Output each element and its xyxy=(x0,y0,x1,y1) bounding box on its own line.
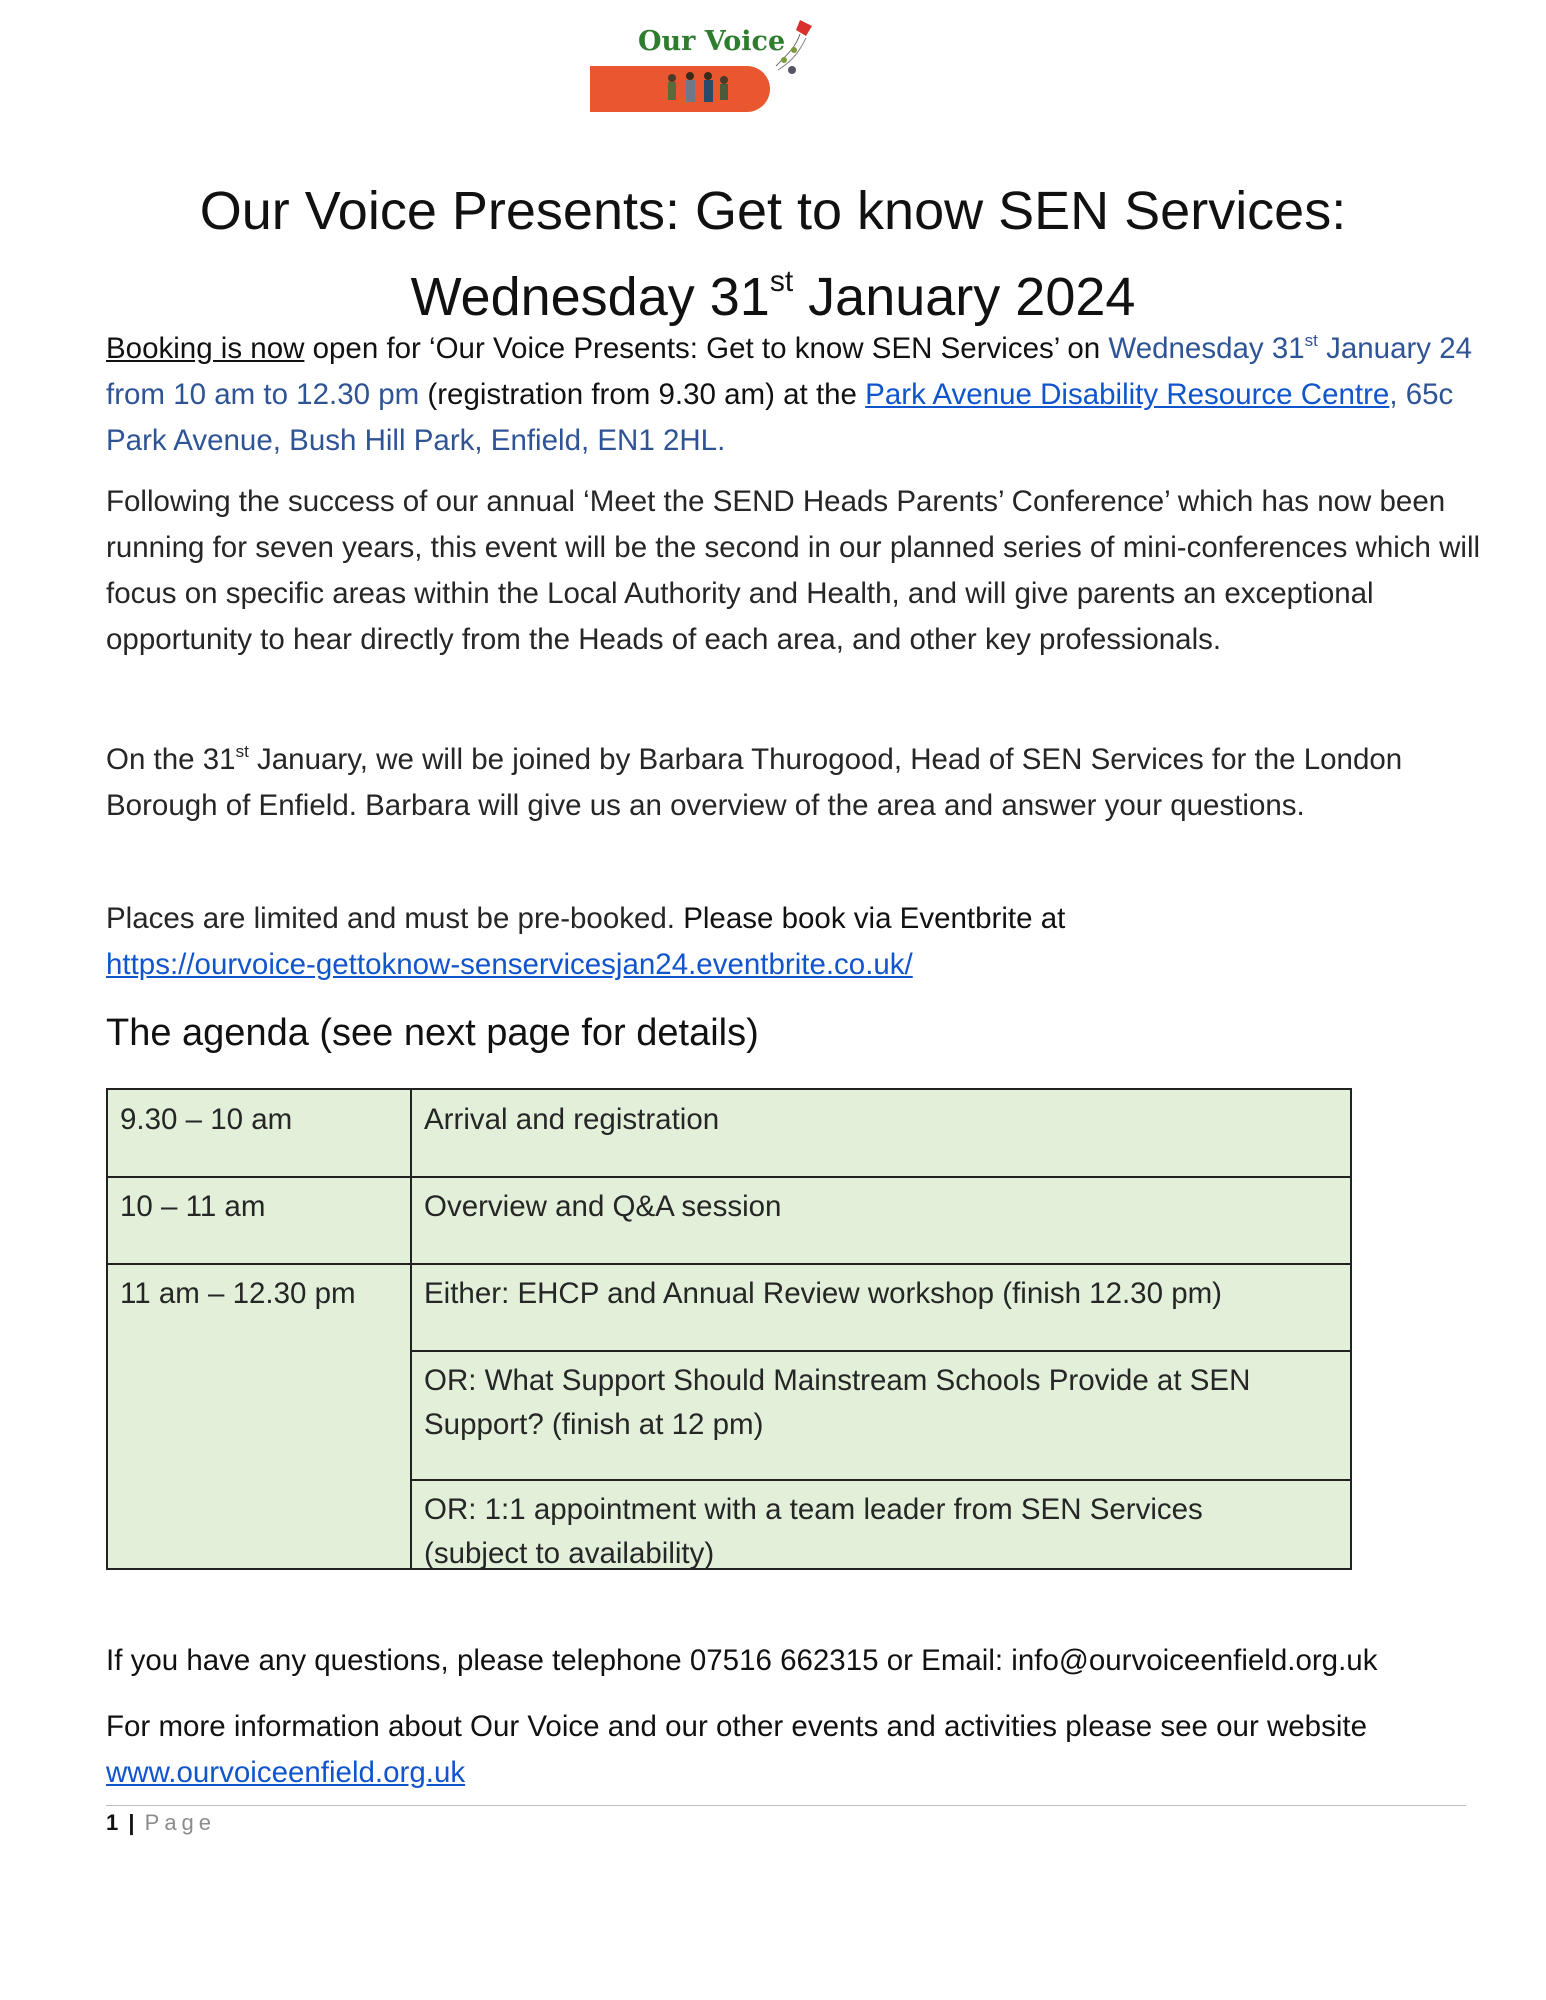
contact-line: If you have any questions, please telephone 07516 662315 or Email: info@ourvoiceenfield.org.uk xyxy=(106,1644,1378,1677)
agenda-option-3: OR: 1:1 appointment with a team leader from SEN Services (subject to availability) xyxy=(424,1493,1203,1570)
title-line-2: Wednesday 31st January 2024 xyxy=(410,265,1136,327)
booking-is-now: Booking is now xyxy=(106,332,305,365)
venue-address: , 65c Park Avenue, Bush Hill Park, Enfield, EN1 2HL. xyxy=(106,378,1454,457)
agenda-table xyxy=(106,1088,1352,1570)
event-date: Wednesday 31st January 24 from 10 am to 12.30 pm xyxy=(106,331,1473,411)
background-paragraph: Following the success of our annual ‘Meet the SEND Heads Parents’ Conference’ which has now been running for seven years, this event will be the second in our planned series of mini-conferences which will focus on specific areas within the Local Authority and Health, and will give parents an exceptional opportunity to hear directly from the Heads of each area, and other key professionals. xyxy=(106,485,1481,656)
footer-rule xyxy=(106,1805,1466,1806)
people-figures-icon xyxy=(660,70,740,110)
more-info-paragraph: For more information about Our Voice and our other events and activities please see our website www.ourvoiceenfield.org.uk xyxy=(106,1710,1367,1789)
intro-paragraph: Booking is now open for ‘Our Voice Presents: Get to know SEN Services’ on Wednesday 31st January 24 from 10 am to 12.30 pm (registration from 9.30 am) at the Park Avenue Disability Resource Centre, 65c Park Avenue, Bush Hill Park, Enfield, EN1 2HL. xyxy=(106,331,1473,457)
agenda-item-1: Arrival and registration xyxy=(424,1103,720,1136)
eventbrite-link[interactable]: https://ourvoice-gettoknow-senservicesjan24.eventbrite.co.uk/ xyxy=(106,948,913,981)
booking-paragraph: Places are limited and must be pre-booked. Please book via Eventbrite at https://ourvoice-gettoknow-senservicesjan24.eventbrite.co.uk/ xyxy=(106,902,1066,981)
booking-cta: Please book via Eventbrite at xyxy=(683,902,1066,935)
website-link[interactable]: www.ourvoiceenfield.org.uk xyxy=(106,1756,466,1789)
agenda-time-1: 9.30 – 10 am xyxy=(120,1103,293,1136)
agenda-time-3: 11 am – 12.30 pm xyxy=(120,1277,356,1310)
page-title xyxy=(100,168,1446,340)
venue-link[interactable]: Park Avenue Disability Resource Centre xyxy=(865,378,1390,411)
agenda-option-1: Either: EHCP and Annual Review workshop (finish 12.30 pm) xyxy=(424,1277,1222,1310)
page-number: 1 | Page xyxy=(106,1810,217,1835)
agenda-item-2: Overview and Q&A session xyxy=(424,1190,782,1223)
agenda-heading: The agenda (see next page for details) xyxy=(106,1012,759,1054)
agenda-time-2: 10 – 11 am xyxy=(120,1190,266,1223)
our-voice-logo xyxy=(590,16,850,112)
speaker-paragraph: On the 31st January, we will be joined by Barbara Thurogood, Head of SEN Services for the London Borough of Enfield. Barbara will give us an overview of the area and answer your questions. xyxy=(106,742,1403,822)
kite-icon xyxy=(770,16,850,96)
logo-text: Our Voice xyxy=(638,26,786,57)
agenda-option-2: OR: What Support Should Mainstream Schools Provide at SEN Support? (finish at 12 pm) xyxy=(424,1364,1251,1441)
title-line-1: Our Voice Presents: Get to know SEN Services: xyxy=(199,181,1347,241)
